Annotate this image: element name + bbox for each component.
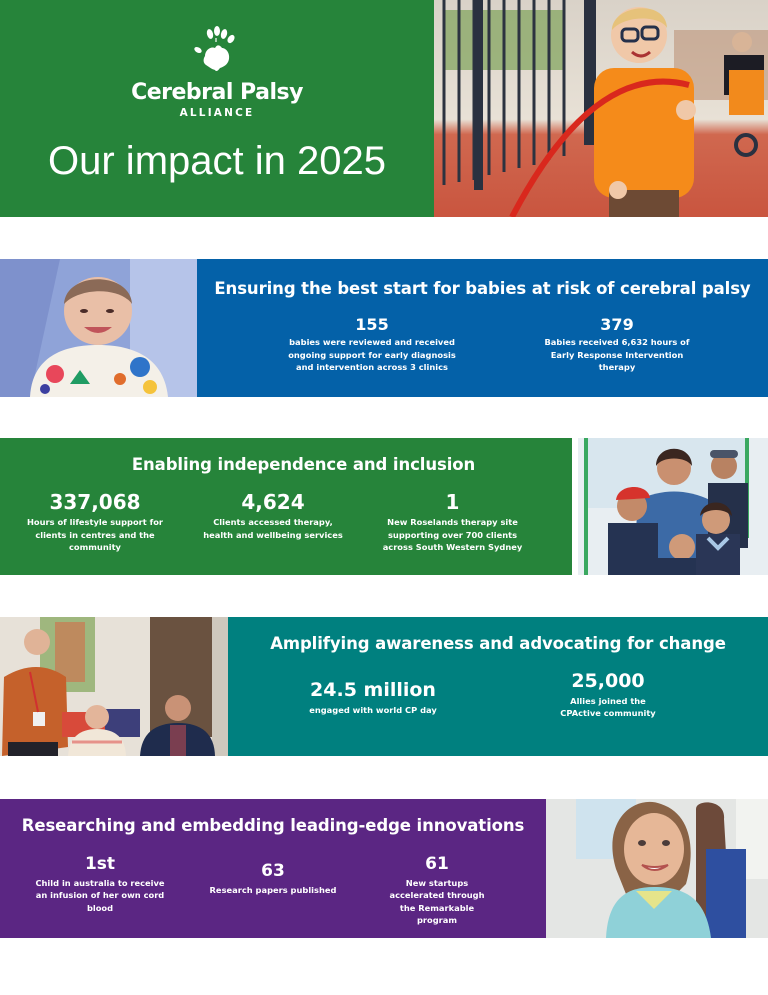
handprint-australia-icon [187,26,247,78]
hero-photo [434,0,768,217]
stat-value: 63 [261,861,285,881]
section-title: Enabling independence and inclusion [131,455,476,474]
section-independence [0,438,572,575]
stat-early-response [537,316,697,374]
stat-label: babies were reviewed and received ongoing support for early diagnosis and intervention across 3 clinics [288,337,456,373]
stat-research-papers [198,862,348,896]
section-research [0,799,546,938]
stat-label: New Roselands therapy site supporting over 700 clients across South Western Sydney [382,517,523,552]
stat-cpactive-allies [543,671,673,720]
stat-value: 4,624 [241,490,305,514]
stat-label: Clients accessed therapy, health and wellbeing services [203,517,343,540]
section-awareness [228,617,768,756]
stat-value: 25,000 [571,670,645,692]
section-research-photo [546,799,768,938]
section-best-start [197,259,768,397]
stat-label: Research papers published [209,884,337,895]
stat-lifestyle-hours [20,491,170,554]
section-title: Researching and embedding leading-edge innovations [21,816,525,835]
section-best-start-photo [0,259,197,397]
logo-subtitle: ALLIANCE [179,107,255,119]
stat-value: 337,068 [49,490,141,514]
stat-clients-therapy [193,491,353,541]
stat-value: 1st [84,854,116,874]
stat-babies-reviewed [277,316,467,374]
stat-value: 379 [600,315,634,334]
logo-name: Cerebral Palsy [131,80,303,105]
stat-cord-blood [25,855,175,914]
stat-label: Hours of lifestyle support for clients in centres and the community [26,517,164,552]
stat-label: New startups accelerated through the Remarkable program [389,877,485,926]
stat-label: Allies joined the CPActive community [560,695,656,719]
stat-value: 155 [355,315,389,334]
stat-startups [362,855,512,927]
section-title: Amplifying awareness and advocating for change [270,634,726,653]
stat-value: 1 [445,490,460,514]
section-title: Ensuring the best start for babies at risk of cerebral palsy [214,279,751,298]
stat-label: engaged with world CP day [309,704,437,715]
stat-world-cp-day [298,680,448,716]
page-title: Our impact in 2025 [48,139,386,183]
stat-label: Babies received 6,632 hours of Early Response Intervention therapy [544,337,690,373]
stat-value: 24.5 million [310,679,436,701]
stat-roselands-site [370,491,535,554]
stat-value: 61 [425,854,449,874]
section-independence-photo [578,438,768,575]
section-awareness-photo [0,617,228,756]
cpa-logo [0,26,434,120]
stat-label: Child in australia to receive an infusion of her own cord blood [35,877,165,913]
